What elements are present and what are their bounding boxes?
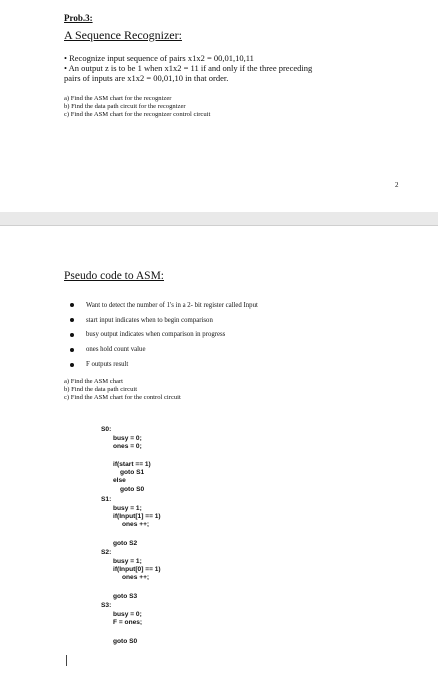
code-state-s1: S1: bbox=[101, 496, 112, 503]
code-line: ones ++; bbox=[122, 521, 150, 528]
list-item: ones hold count value bbox=[70, 342, 258, 357]
task-line: c) Find the ASM chart for the recognizer control circuit bbox=[64, 111, 211, 118]
code-line: busy = 1; bbox=[113, 558, 142, 565]
pseudo-bullet-list bbox=[70, 298, 258, 372]
document-page-1 bbox=[0, 0, 438, 213]
task-line: b) Find the data path circuit for the recognizer bbox=[64, 103, 186, 110]
problem-label: Prob.3: bbox=[64, 13, 93, 23]
bullet-line: • Recognize input sequence of pairs x1x2 = 00,01,10,11 bbox=[64, 53, 254, 63]
code-line: goto S0 bbox=[120, 486, 145, 493]
task-line: b) Find the data path circuit bbox=[64, 386, 138, 393]
code-line: busy = 0; bbox=[113, 435, 142, 442]
list-item: Want to detect the number of 1's in a 2- bit register called Input bbox=[70, 298, 258, 313]
section-title: A Sequence Recognizer: bbox=[64, 28, 182, 42]
task-line: a) Find the ASM chart for the recognizer bbox=[64, 95, 172, 102]
bullet-dot-icon bbox=[70, 303, 74, 307]
code-line: busy = 1; bbox=[113, 505, 142, 512]
pseudo-code-title: Pseudo code to ASM: bbox=[64, 270, 164, 282]
code-line: if(Input[0] == 1) bbox=[113, 566, 161, 573]
bullet-dot-icon bbox=[70, 318, 74, 322]
list-item: busy output indicates when comparison in progress bbox=[70, 328, 258, 343]
code-line: busy = 0; bbox=[113, 611, 142, 618]
code-line: ones = 0; bbox=[113, 443, 142, 450]
task-line: c) Find the ASM chart for the control circuit bbox=[64, 394, 181, 401]
code-line: if(start == 1) bbox=[113, 461, 151, 468]
text-cursor bbox=[66, 655, 67, 666]
code-line: goto S1 bbox=[120, 469, 145, 476]
code-line: goto S0 bbox=[113, 638, 138, 645]
bullet-dot-icon bbox=[70, 363, 74, 367]
code-state-s3: S3: bbox=[101, 602, 112, 609]
code-line: goto S2 bbox=[113, 540, 138, 547]
code-line: if(Input[1] == 1) bbox=[113, 513, 161, 520]
code-line: else bbox=[113, 477, 126, 484]
bullet-dot-icon bbox=[70, 333, 74, 337]
list-item: F outputs result bbox=[70, 357, 258, 372]
code-line: F = ones; bbox=[113, 619, 143, 626]
bullet-line: pairs of inputs are x1x2 = 00,01,10 in that order. bbox=[64, 73, 229, 83]
list-item: start input indicates when to begin comparison bbox=[70, 313, 258, 328]
code-line: goto S3 bbox=[113, 593, 138, 600]
bullet-line: • An output z is to be 1 when x1x2 = 11 if and only if the three preceding bbox=[64, 63, 313, 73]
code-line: ones ++; bbox=[122, 574, 150, 581]
code-state-s0: S0: bbox=[101, 426, 112, 433]
bullet-dot-icon bbox=[70, 348, 74, 352]
page-separator bbox=[0, 212, 438, 226]
code-state-s2: S2: bbox=[101, 549, 112, 556]
page-number: 2 bbox=[395, 181, 399, 189]
task-line: a) Find the ASM chart bbox=[64, 378, 123, 385]
